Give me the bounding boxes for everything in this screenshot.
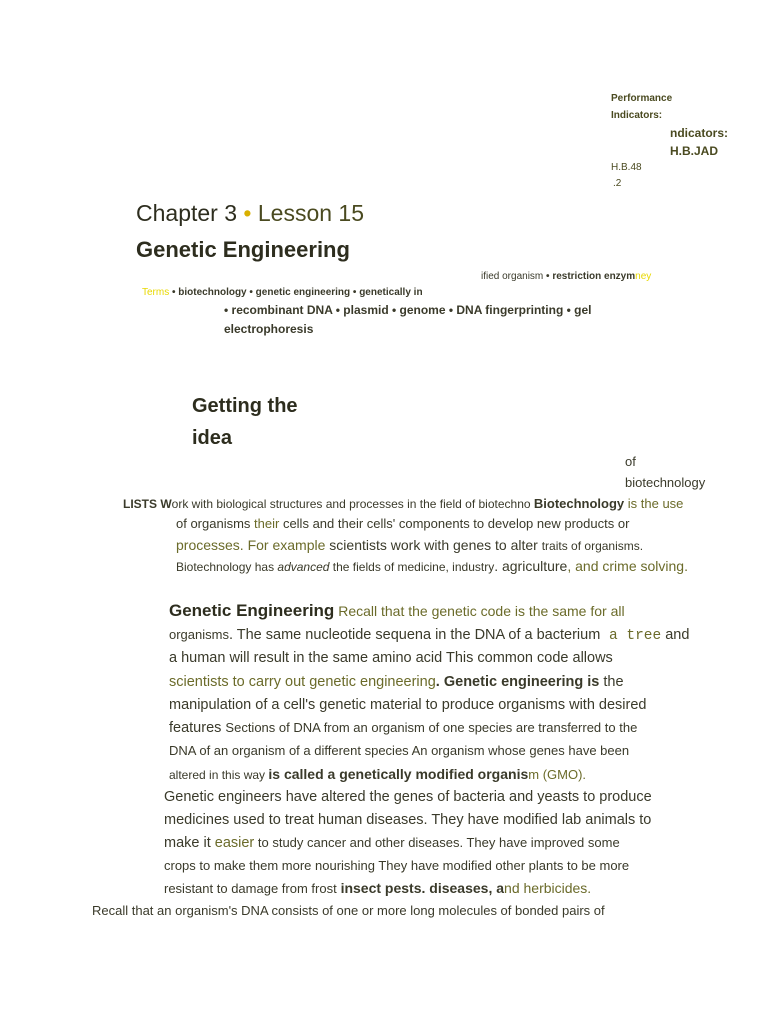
terms-line-2: Terms • biotechnology • genetic engineering • genetically in [142,287,423,298]
lesson-title: Genetic Engineering [136,237,350,262]
terms-label: Terms [142,287,170,298]
ge-line-13: resistant to damage from frost insect pests. diseases, and herbicides. [164,880,592,896]
terms-line-4: electrophoresis [224,322,314,336]
biotech-heading-line-1: of [625,454,636,469]
ge-line-6: features Sections of DNA from an organism of one species are transferred to the [169,720,638,736]
biotech-para-line-1: LISTS Work with biological structures and processes in the field of biotechno Biotechnology is the use [123,496,684,511]
getting-the-idea-heading: Getting the idea [192,395,298,449]
ge-line-8: altered in this way is called a genetically modified organism (GMO). [169,766,587,782]
indicators-label: Indicators: [611,110,663,121]
biotech-para-line-2: of organisms their cells and their cells' components to develop new products or [176,516,630,531]
chapter-lesson-heading [136,200,364,227]
ge-line-11: make it easier to study cancer and other diseases. They have improved some [164,835,620,851]
ge-line-14: Recall that an organism's DNA consists of one or more long molecules of bonded pairs of [92,903,605,918]
terms-line-3: • recombinant DNA • plasmid • genome • DNA fingerprinting • gel [224,303,592,317]
biotech-para-line-4: Biotechnology has advanced the fields of medicine, industry. agriculture, and crime solving. [176,558,688,574]
ge-line-5: manipulation of a cell's genetic material to produce organisms with desired [169,697,647,713]
ge-line-4: scientists to carry out genetic engineering. Genetic engineering is the [169,674,624,690]
ge-line-12: crops to make them more nourishing They have modified other plants to be more [164,858,630,873]
indicator-code-2: .2 [613,178,622,189]
indicator-code-hbjad: H.B.JAD [670,144,719,158]
ge-line-9: Genetic engineers have altered the genes of bacteria and yeasts to produce [164,789,652,805]
lesson-label: Lesson 15 [257,200,364,226]
ge-line-3: a human will result in the same amino acid This common code allows [169,650,613,666]
ge-line-2: organisms. The same nucleotide sequena in the DNA of a bacterium a tree and [169,627,690,644]
ge-line-7: DNA of an organism of a different species An organism whose genes have been [169,743,630,758]
biotech-heading-line-2: biotechnology [625,475,706,490]
terms-line-1: ified organism • restriction enzymney [481,271,652,282]
indicator-code-hb48: H.B.48 [611,162,642,173]
genetic-engineering-heading: Genetic Engineering [169,601,335,620]
biotech-para-line-3: processes. For example scientists work with genes to alter traits of organisms. [176,537,644,553]
chapter-label: Chapter 3 [136,200,238,226]
indicators-label-2: ndicators: [670,126,729,140]
ge-line-1: Genetic Engineering Recall that the genetic code is the same for all [169,601,625,620]
chapter-bullet: • [243,200,252,226]
ge-line-10: medicines used to treat human diseases. They have modified lab animals to [164,812,652,828]
performance-label: Performance [611,93,673,104]
